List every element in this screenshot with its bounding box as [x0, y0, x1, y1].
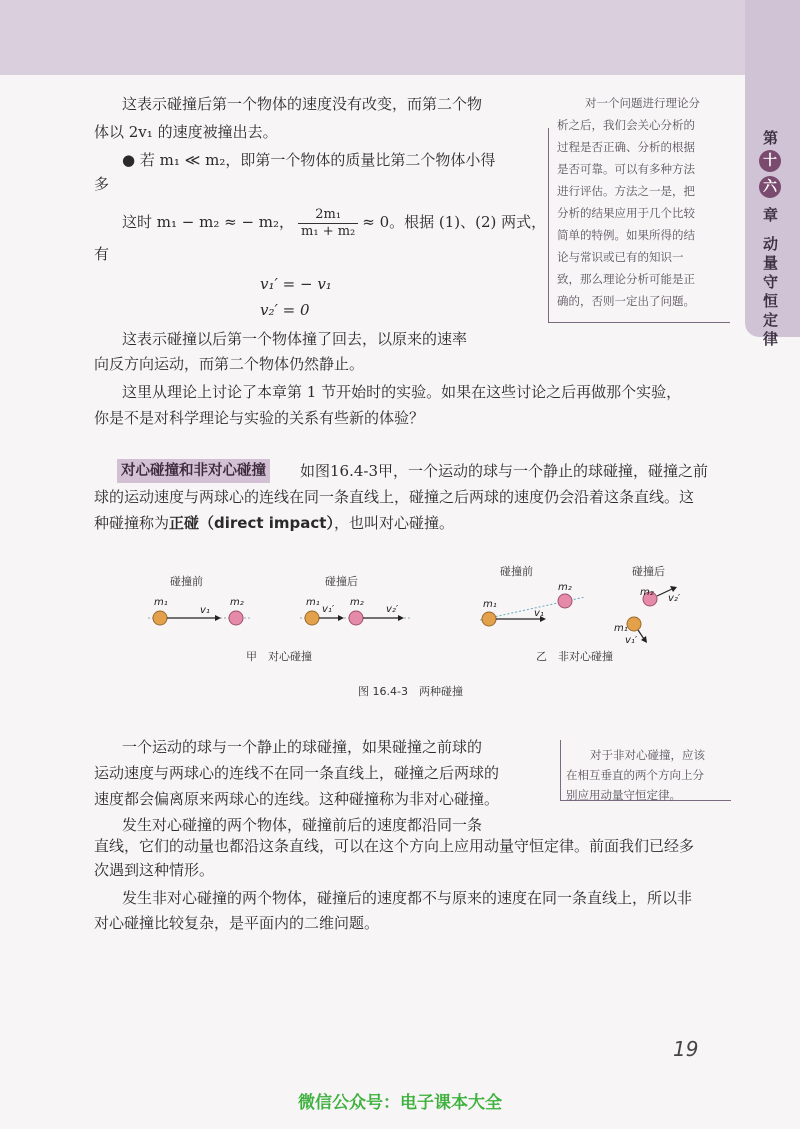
label-after-a: 碰撞后 — [325, 575, 358, 588]
ball-m1 — [153, 611, 167, 625]
sidebar-line: 析之后，我们会关心分析的 — [557, 118, 695, 132]
body-line: 次遇到这种情形。 — [94, 861, 215, 879]
page-number: 19 — [673, 1037, 699, 1061]
chapter-num-shi: 十 — [759, 150, 781, 172]
term-direct-impact: 正碰 — [169, 514, 200, 532]
caption-b: 乙 非对心碰撞 — [536, 650, 613, 663]
sidebar-line: 过程是否正确、分析的根据 — [557, 140, 695, 154]
body-line: 这里从理论上讨论了本章第 1 节开始时的实验。如果在这些讨论之后再做那个实验， — [122, 383, 682, 401]
ball-m1 — [305, 611, 319, 625]
label-v1: v₁ — [534, 608, 544, 619]
ball-m1 — [627, 617, 641, 631]
chapter-zhang: 章 — [763, 206, 779, 224]
ball-m2 — [349, 611, 363, 625]
fraction-denominator: m₁ + m₂ — [301, 223, 356, 239]
sidebar-line: 确的，否则一定出了问题。 — [557, 294, 695, 308]
body-line: 运动速度与两球心的连线不在同一条直线上，碰撞之后两球的 — [94, 764, 500, 782]
case-pre: 这时 m₁ − m₂ ≈ − m₂， — [122, 213, 295, 231]
label-m1: m₁ — [154, 597, 168, 608]
case-post: ≈ 0。根据 (1)、(2) 两式， — [362, 213, 547, 231]
ball-m2 — [558, 594, 572, 608]
label-before-a: 碰撞前 — [170, 575, 203, 588]
label-m2: m₂ — [350, 597, 364, 608]
label-after-b: 碰撞后 — [632, 565, 665, 578]
label-v1: v₁ — [200, 605, 210, 616]
arrow-head — [338, 615, 344, 621]
body-line: 有 — [94, 245, 110, 263]
fraction — [298, 207, 358, 240]
body-line: 向反方向运动，而第二个物体仍然静止。 — [94, 355, 365, 373]
sidebar-line: 论与常识或已有的知识一 — [557, 250, 684, 264]
equation-2: v₂′ = 0 — [260, 301, 310, 319]
sidebar-line: 分析的结果应用于几个比较 — [557, 206, 695, 220]
body-line: 发生对心碰撞的两个物体，碰撞前后的速度都沿同一条 — [122, 816, 483, 834]
body-line: 对心碰撞比较复杂，是平面内的二维问题。 — [94, 914, 380, 932]
body-line: 直线，它们的动量也都沿这条直线，可以在这个方向上应用动量守恒定律。前面我们已经多 — [94, 837, 695, 855]
sidebar-line: 进行评估。方法之一是，把 — [557, 184, 695, 198]
sidebar-note-line: 对于非对心碰撞，应该 — [590, 748, 705, 762]
velocity-arrow — [638, 630, 644, 639]
sidebar-line: 简单的特例。如果所得的结 — [557, 228, 695, 242]
sidebar-rule — [548, 128, 549, 323]
chapter-tab-top — [745, 0, 800, 75]
label-m2: m₂ — [230, 597, 244, 608]
body-line: 发生非对心碰撞的两个物体，碰撞后的速度都不与原来的速度在同一条直线上，所以非 — [122, 889, 693, 907]
chapter-tab — [745, 75, 800, 348]
section-title: 对心碰撞和非对心碰撞 — [117, 459, 270, 483]
sidebar-line: 致，那么理论分析可能是正 — [557, 272, 695, 286]
label-v2p: v₂′ — [668, 593, 681, 604]
chapter-name: 动量守恒定律 — [763, 235, 779, 348]
case-line — [122, 204, 546, 240]
body-line — [94, 509, 454, 537]
term-outro: ，也叫对心碰撞。 — [333, 514, 454, 532]
sidebar-line: 对一个问题进行理论分 — [585, 96, 700, 110]
body-line: 这表示碰撞后第一个物体的速度没有改变，而第二个物 — [122, 95, 483, 113]
chapter-di: 第 — [763, 129, 779, 147]
body-line: 多 — [94, 175, 110, 193]
body-line: 体以 2v₁ 的速度被撞出去。 — [94, 123, 278, 141]
label-v2p: v₂′ — [386, 604, 399, 615]
bullet-line: ● 若 m₁ ≪ m₂，即第一个物体的质量比第二个物体小得 — [122, 151, 496, 169]
label-before-b: 碰撞前 — [500, 565, 533, 578]
label-m1: m₁ — [483, 599, 497, 610]
body-line: 你是不是对科学理论与实验的关系有些新的体验？ — [94, 409, 425, 427]
sidebar-rule — [548, 322, 730, 323]
body-line: 球的运动速度与两球心的连线在同一条直线上，碰撞之后两球的速度仍会沿着这条直线。这 — [94, 488, 695, 506]
label-v1p: v₁′ — [625, 635, 638, 646]
sidebar-note-line: 在相互垂直的两个方向上分 — [566, 768, 704, 782]
sidebar-line: 是否可靠。可以有多种方法 — [557, 162, 695, 176]
arrow-head — [398, 615, 404, 621]
term-english: （direct impact） — [199, 514, 334, 532]
equation-1: v₁′ = − v₁ — [260, 275, 332, 293]
ball-m2 — [229, 611, 243, 625]
caption-a: 甲 对心碰撞 — [246, 650, 312, 663]
body-line: 速度都会偏离原来两球心的连线。这种碰撞称为非对心碰撞。 — [94, 790, 500, 808]
label-m1: m₁ — [614, 623, 628, 634]
header-band — [0, 0, 800, 75]
term-intro: 种碰撞称为 — [94, 514, 170, 532]
label-m1: m₁ — [306, 597, 320, 608]
sidebar-note-line: 别应用动量守恒定律。 — [566, 788, 681, 802]
chapter-num-liu: 六 — [759, 176, 781, 198]
arrow-head — [215, 615, 221, 621]
body-line: 如图16.4-3甲，一个运动的球与一个静止的球碰撞，碰撞之前 — [300, 462, 709, 480]
arrow-head — [641, 636, 647, 643]
fraction-numerator: 2m₁ — [298, 207, 358, 224]
body-line: 这表示碰撞以后第一个物体撞了回去，以原来的速率 — [122, 330, 468, 348]
label-v1p: v₁′ — [322, 604, 335, 615]
ball-m1 — [482, 612, 496, 626]
label-m2: m₂ — [640, 587, 654, 598]
footer-watermark: 微信公众号：电子课本大全 — [298, 1093, 502, 1113]
label-m2: m₂ — [558, 582, 572, 593]
body-line: 一个运动的球与一个静止的球碰撞，如果碰撞之前球的 — [122, 738, 483, 756]
figure-caption: 图 16.4-3 两种碰撞 — [358, 685, 463, 698]
